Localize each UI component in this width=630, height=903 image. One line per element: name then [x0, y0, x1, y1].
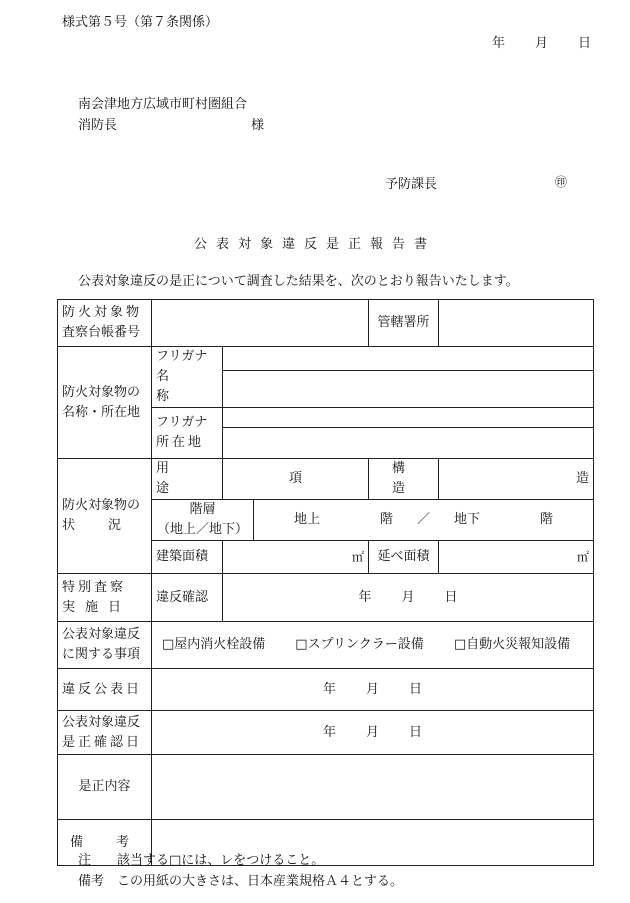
- report-form-table: [57, 299, 594, 866]
- address-label: フリガナ 所在地: [152, 408, 223, 459]
- intro-text: 公表対象違反の是正について調査した結果を、次のとおり報告いたします。: [78, 274, 519, 289]
- building-area-label: 建築面積: [152, 541, 223, 574]
- total-floor-area-unit: ㎡: [576, 549, 589, 564]
- usage-field[interactable]: [223, 459, 369, 500]
- below-ground-label: 地下: [454, 512, 481, 527]
- addressee-title: 消防長: [78, 118, 118, 133]
- violation-confirm-label: 違反確認: [152, 574, 223, 622]
- ledger-number-label: 防火対象物 査察台帳番号: [58, 300, 152, 347]
- note-checkbox-instruction: 注 該当する□には、レをつけること。: [78, 853, 325, 868]
- floors-label: 階層 （地上／地下）: [152, 500, 254, 541]
- seal-icon: ㊞: [555, 175, 568, 189]
- ledger-number-field[interactable]: [152, 300, 369, 347]
- address-field[interactable]: [223, 428, 594, 459]
- name-address-label: 防火対象物の 名称・所在地: [58, 347, 152, 459]
- violation-confirm-date-field[interactable]: 年 月 日: [223, 574, 594, 622]
- below-floor-unit: 階: [540, 512, 554, 527]
- correction-confirm-date-field[interactable]: 年 月 日: [152, 711, 594, 755]
- floor-separator: ／: [416, 512, 430, 527]
- usage-label: 用 途: [152, 459, 223, 500]
- correction-details-label: 是正内容: [58, 755, 152, 820]
- name-furigana-row: [58, 347, 594, 371]
- addressee-org: 南会津地方広域市町村圏組合: [78, 97, 248, 112]
- remarks-label: 備 考: [58, 820, 152, 866]
- structure-label: 構 造: [369, 459, 439, 500]
- note-paper-size: 備考 この用紙の大きさは、日本産業規格Ａ４とする。: [78, 874, 404, 889]
- header-date-month: 月: [535, 36, 549, 51]
- inspection-date-label: 特別査察 実施日: [58, 574, 152, 622]
- building-area-unit: ㎡: [351, 549, 364, 564]
- publication-date-row: [58, 669, 594, 711]
- name-label: フリガナ 名 称: [152, 347, 223, 408]
- violation-items-options: [152, 622, 594, 669]
- honorific: 様: [251, 118, 265, 133]
- total-floor-area-label: 延べ面積: [369, 541, 439, 574]
- above-floor-unit: 階: [379, 512, 393, 527]
- header-date: [492, 32, 591, 51]
- violation-items-label: 公表対象違反 に関する事項: [58, 622, 152, 669]
- publication-date-field[interactable]: 年 月 日: [152, 669, 594, 711]
- fire-alarm-checkbox[interactable]: □自動火災報知設備: [453, 637, 571, 652]
- address-furigana-field[interactable]: [223, 408, 594, 428]
- indoor-hydrant-checkbox[interactable]: □屋内消火栓設備: [162, 637, 266, 652]
- total-floor-area-field[interactable]: [439, 541, 594, 574]
- sprinkler-checkbox[interactable]: □スプリンクラー設備: [295, 637, 424, 652]
- status-label: 防火対象物の 状 況: [58, 459, 152, 574]
- correction-confirm-row: [58, 711, 594, 755]
- form-number: 様式第５号（第７条関係）: [62, 15, 219, 30]
- name-furigana-field[interactable]: [223, 347, 594, 371]
- name-field[interactable]: [223, 370, 594, 407]
- issuer-title: 予防課長: [385, 177, 438, 192]
- structure-unit: 造: [575, 471, 589, 486]
- usage-unit: 項: [288, 471, 302, 486]
- violation-items-row: [58, 622, 594, 669]
- inspection-row: [58, 574, 594, 622]
- jurisdiction-field[interactable]: [439, 300, 594, 347]
- correction-details-row: [58, 755, 594, 820]
- publication-date-label: 違反公表日: [58, 669, 152, 711]
- header-date-year: 年: [492, 36, 506, 51]
- above-ground-label: 地上: [293, 512, 320, 527]
- building-area-field[interactable]: [223, 541, 369, 574]
- usage-row: [58, 459, 594, 500]
- correction-details-field[interactable]: [152, 755, 594, 820]
- ledger-row: [58, 300, 594, 347]
- correction-confirm-label: 公表対象違反 是正確認日: [58, 711, 152, 755]
- document-title: 公表対象違反是正報告書: [193, 237, 436, 252]
- structure-field[interactable]: [439, 459, 594, 500]
- floors-field[interactable]: [254, 500, 594, 541]
- jurisdiction-label: 管轄署所: [369, 300, 439, 347]
- header-date-day: 日: [578, 36, 592, 51]
